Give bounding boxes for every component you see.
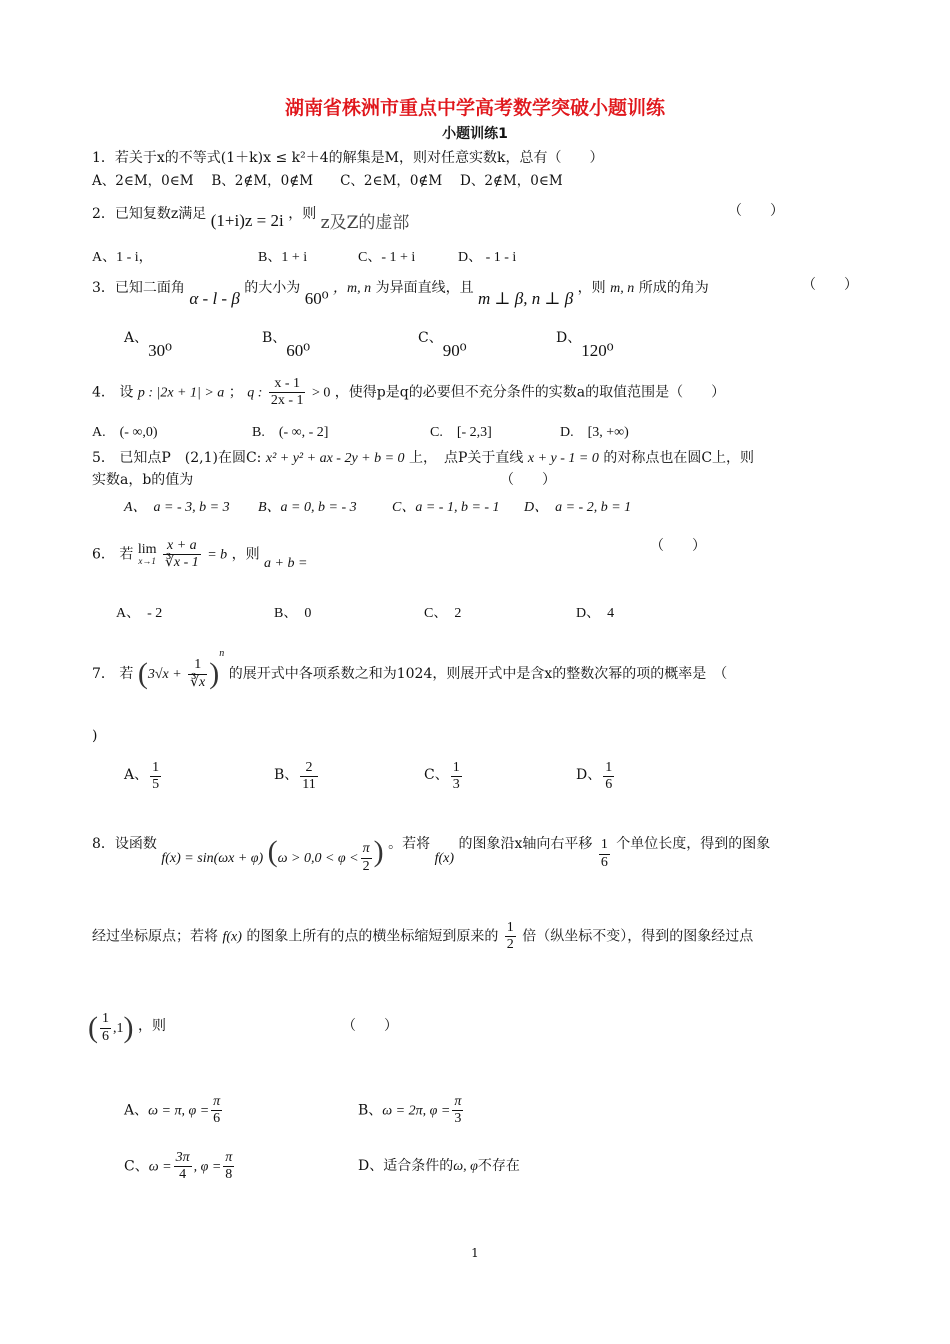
q3-mn2: m, n — [610, 281, 635, 296]
q3-answer-paren: （ ） — [802, 277, 858, 293]
q7-option-b: B、 $\frac{2}{11}$ — [274, 760, 316, 793]
q4-stem — [92, 376, 725, 409]
q8-stem-b: 。若将 — [388, 836, 431, 852]
q8-function: f(x) = sin(ωx + φ) — [161, 851, 264, 866]
q8-point-rest: ,1 — [113, 1021, 124, 1036]
q8-line2-b: 的图象上所有的点的横坐标缩短到原来的 — [246, 928, 499, 945]
q4-q-fraction: $\frac{x - 1}{2x - 1}$ — [270, 376, 304, 409]
q4-option-d: D. [3, +∞) — [560, 425, 629, 440]
q7-stem-b: 的展开式中各项系数之和为1024，则展开式中是含x的整数次幂的项的概率是 （ — [228, 666, 728, 682]
q6-option-b: B、 0 — [274, 606, 312, 621]
q8-stem-a: 8．设函数 — [92, 836, 157, 852]
q2-option-d: D、 - 1 - i — [458, 250, 517, 265]
q1-stem: 1．若关于x的不等式(1＋k)x ≤ k²＋4的解集是M，则对任意实数k，总有（ ） — [92, 150, 604, 166]
q2-stem — [92, 203, 410, 233]
q5-stem-b: 上， 点P关于直线 — [409, 450, 524, 466]
q2-stem-a: 2．已知复数z满足 — [92, 206, 207, 222]
document-title: 湖南省株洲市重点中学高考数学突破小题训练 — [284, 97, 665, 119]
q7-option-a: A、 $\frac{1}{5}$ — [124, 760, 160, 793]
page-number: 1 — [471, 1246, 479, 1260]
q3-option-d: D、120⁰ — [556, 330, 614, 360]
q4-option-b: B. (- ∞, - 2] — [252, 425, 329, 440]
q5-circle: x² + y² + ax - 2y + b = 0 — [265, 451, 405, 466]
q1-options: A、2∈M，0∈M B、2∉M，0∉M C、2∈M，0∉M D、2∉M，0∈M — [92, 173, 563, 189]
q6-limit: lim x→1 — [137, 542, 157, 567]
q8-stem-line1: 8．设函数 f(x) = sin(ωx + φ) (ω > 0,0 < φ < $\frac{\pi}{2}$ ) 。若将 f(x) 的图象沿x轴向右平移 $\frac{1}{6}$ 个单位长度，得到的图象 — [92, 835, 771, 874]
q3-stem — [92, 277, 709, 308]
q5-stem-c: 的对称点也在圆C上，则 — [603, 450, 755, 466]
q6-stem — [92, 538, 307, 571]
q8-option-c: C、ω = $\frac{3\pi}{4}$ , φ = $\frac{\pi}{8}$ — [124, 1150, 233, 1183]
q2-expr: (1+i)z = 2i — [210, 211, 284, 230]
q8-point-fraction: $\frac{1}{6}$ — [102, 1011, 109, 1044]
q8-stem-line3: ( $\frac{1}{6}$ ,1) ，则 — [88, 1011, 166, 1044]
q7-option-c: C、 $\frac{1}{3}$ — [424, 760, 460, 793]
q4-q-rest: > 0 — [311, 385, 331, 401]
q5-answer-paren: （ ） — [500, 472, 556, 488]
document-subtitle: 小题训练1 — [442, 126, 508, 142]
q4-q-label: q : — [247, 385, 263, 401]
q3-stem-e: 所成的角为 — [638, 280, 709, 296]
q5-option-a: A、 a = - 3, b = 3 — [124, 500, 230, 515]
q8-option-b: B、ω = 2π, φ = $\frac{\pi}{3}$ — [358, 1094, 462, 1127]
q7-stem: 7． 若 (3√x + $\frac{1}{∛x}$ )$^n$ 的展开式中各项系数之和为1024，则展开式中是含x的整数次幂的项的概率是 （ — [92, 648, 728, 690]
q8-stem-d: 个单位长度，得到的图象 — [616, 836, 771, 852]
q8-option-a: A、ω = π, φ = $\frac{\pi}{6}$ — [124, 1094, 221, 1127]
q3-degree: 60⁰ — [304, 289, 329, 308]
q8-condition: ω > 0,0 < φ < — [277, 851, 359, 866]
q8-shift-fraction: $\frac{1}{6}$ — [600, 837, 608, 870]
q2-answer-paren: （ ） — [728, 203, 784, 219]
q5-option-d: D、 a = - 2, b = 1 — [524, 500, 632, 515]
q6-fraction: $\frac{x + a}{∛x - 1}$ — [164, 538, 199, 571]
q4-option-c: C. [- 2,3] — [430, 425, 492, 440]
q8-option-d: D、适合条件的ω, φ不存在 — [358, 1158, 520, 1174]
q3-mn: ，m, n — [333, 281, 372, 296]
q6-option-c: C、 2 — [424, 606, 462, 621]
q6-equals-b: = b — [207, 547, 228, 563]
q8-stem-c: 的图象沿x轴向右平移 — [458, 836, 593, 852]
q2-option-c: C、- 1 + i — [358, 250, 416, 265]
q7-option-d: D、 $\frac{1}{6}$ — [576, 760, 613, 793]
q5-option-b: B、a = 0, b = - 3 — [258, 500, 357, 515]
q4-p: p : |2x + 1| > a — [137, 385, 225, 401]
q8-half-fraction: $\frac{1}{2}$ — [506, 920, 514, 953]
q5-stem — [92, 450, 754, 468]
q8-function-2: f(x) — [434, 851, 454, 866]
q3-stem-d: ，则 — [577, 280, 606, 296]
q7-stem-a: 7． 若 — [92, 666, 134, 682]
q3-stem-c: 为异面直线，且 — [375, 280, 474, 296]
q5-stem-d: 实数a，b的值为 — [92, 472, 194, 488]
q6-sum: a + b = — [264, 555, 308, 571]
q6-option-d: D、 4 — [576, 606, 615, 621]
q7-inner: 3√x + — [147, 667, 182, 682]
q2-option-a: A、1 - i， — [92, 250, 153, 265]
q3-perp: m ⊥ β, n ⊥ β — [478, 289, 574, 308]
q8-function-3: f(x) — [222, 929, 242, 945]
q4-option-a: A. (- ∞,0) — [92, 425, 158, 440]
q5-option-c: C、a = - 1, b = - 1 — [392, 500, 500, 515]
q8-stem-line2 — [92, 920, 753, 953]
q5-line: x + y - 1 = 0 — [527, 451, 599, 466]
q8-line2-a: 经过坐标原点；若将 — [92, 928, 218, 945]
q6-option-a: A、 - 2 — [116, 606, 163, 621]
q6-answer-paren: （ ） — [650, 538, 706, 554]
q3-option-b: B、60⁰ — [262, 330, 311, 360]
q4-stem-a: 4． 设 — [92, 384, 134, 401]
q6-stem-a: 6． 若 — [92, 546, 134, 563]
q2-option-b: B、1 + i — [258, 250, 308, 265]
q3-option-c: C、90⁰ — [418, 330, 467, 360]
q6-stem-b: ，则 — [231, 546, 260, 563]
q3-stem-b: 的大小为 — [244, 280, 301, 296]
q3-stem-a: 3．已知二面角 — [92, 280, 185, 296]
q8-condition-fraction: $\frac{\pi}{2}$ — [362, 841, 370, 874]
q7-close-paren: ) — [92, 728, 98, 744]
q5-stem-a: 5． 已知点P (2,1)在圆C: — [92, 450, 262, 466]
q2-stem-b: ，则 — [288, 206, 317, 222]
q8-then: ，则 — [137, 1018, 166, 1034]
q4-semicolon: ； — [228, 384, 243, 401]
q2-stem-c: z及Z的虚部 — [320, 213, 410, 233]
q4-stem-b: ，使得p是q的必要但不充分条件的实数a的取值范围是（ ） — [334, 384, 726, 401]
q8-answer-paren: （ ） — [342, 1018, 398, 1034]
q7-fraction: $\frac{1}{∛x}$ — [190, 657, 206, 690]
q7-exponent: n — [219, 648, 225, 659]
q3-option-a: A、30⁰ — [124, 330, 172, 360]
q8-line2-c: 倍（纵坐标不变），得到的图象经过点 — [522, 928, 754, 945]
q3-dihedral: α - l - β — [189, 289, 240, 308]
